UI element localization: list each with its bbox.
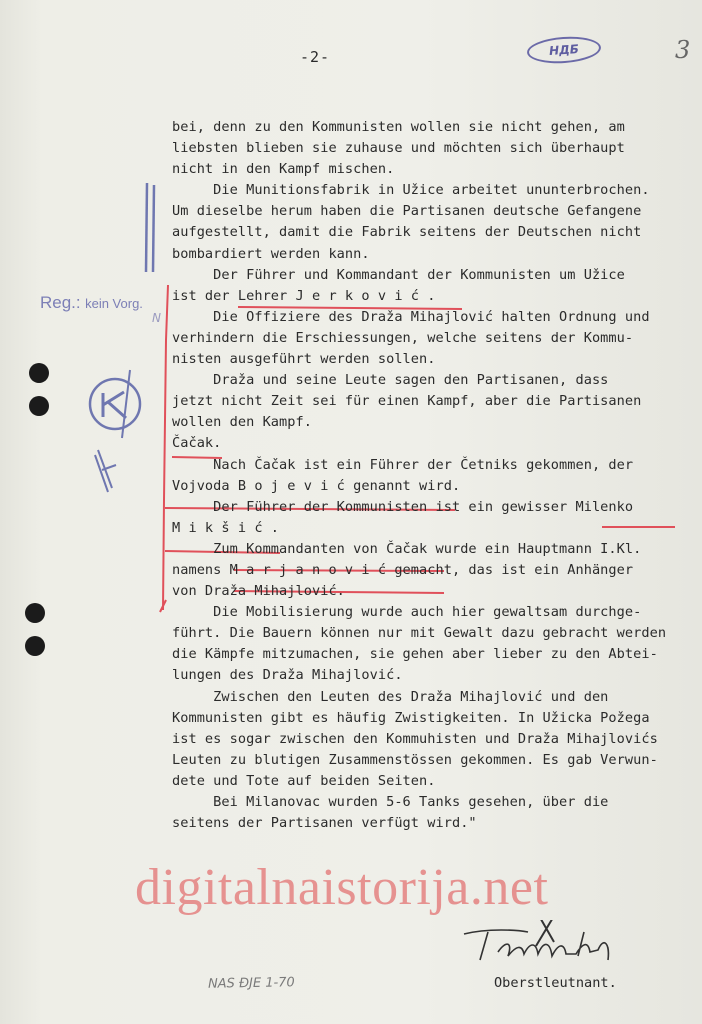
body-line: nicht in den Kampf mischen. [172, 161, 395, 178]
blue-margin-line [153, 185, 154, 272]
body-line: ist es sogar zwischen den Kommuhisten und Draža Mihajlovićs [172, 730, 658, 747]
body-line: Leuten zu blutigen Zusammenstössen gekommen. Es gab Verwun- [172, 751, 658, 768]
corner-page-number: 3 [675, 36, 691, 64]
blue-pencil-scribble [95, 450, 116, 492]
body-line: Um dieselbe herum haben die Partisanen deutsche Gefangene [172, 203, 642, 220]
body-line: von Draža Mihajlović. [172, 583, 345, 600]
pencil-n-mark: N [152, 311, 161, 325]
body-line: M i k š i ć . [172, 519, 280, 536]
section-heading: Čačak. [172, 435, 222, 452]
body-line: Der Führer und Kommandant der Kommunisten um Užice [172, 266, 625, 283]
body-line: Bei Milanovac wurden 5-6 Tanks gesehen, über die [172, 794, 609, 810]
registry-label: Reg.: [40, 293, 81, 312]
circled-k-stamp [90, 370, 140, 438]
body-line: lungen des Draža Mihajlović. [172, 667, 403, 684]
body-line: Die Mobilisierung wurde auch hier gewaltsam durchge- [172, 604, 642, 621]
body-line: ist der Lehrer J e r k o v i ć . [172, 287, 436, 304]
body-line: verhindern die Erschiessungen, welche seitens der Kommu- [172, 329, 634, 346]
body-line: nisten ausgeführt werden sollen. [172, 351, 436, 368]
body-line: dete und Tote auf beiden Seiten. [172, 772, 436, 789]
body-line: Nach Čačak ist ein Führer der Četniks gekommen, der [172, 456, 634, 473]
body-line: Die Munitionsfabrik in Užice arbeitet ununterbrochen. [172, 182, 650, 199]
oval-stamp: НДБ [526, 34, 602, 65]
red-margin-line [163, 285, 168, 610]
body-line: Zwischen den Leuten des Draža Mihajlović und den [172, 688, 609, 705]
body-line: Die Offiziere des Draža Mihajlović halten Ordnung und [172, 308, 650, 325]
page-number: -2- [300, 48, 331, 66]
body-line: Vojvoda B o j e v i ć genannt wird. [172, 477, 461, 494]
archive-number: NAS ĐJE 1-70 [207, 975, 295, 992]
body-line: namens M a r j a n o v i ć gemacht, das ist ein Anhänger [172, 561, 634, 578]
body-line: aufgestellt, damit die Fabrik seitens der Deutschen nicht [172, 224, 642, 241]
document-body [172, 117, 702, 834]
body-line: jetzt nicht Zeit sei für einen Kampf, aber die Partisanen [172, 393, 642, 410]
body-line: Zum Kommandanten von Čačak wurde ein Hauptmann I.Kl. [172, 540, 642, 557]
body-line: wollen den Kampf. [172, 414, 312, 431]
body-line: Der Führer der Kommunisten ist ein gewisser Milenko [172, 498, 634, 515]
signatory-rank: Oberstleutnant. [494, 975, 617, 991]
body-line: bei, denn zu den Kommunisten wollen sie nicht gehen, am [172, 119, 625, 135]
body-line: seitens der Partisanen verfügt wird." [172, 815, 477, 832]
initial-mark [536, 920, 554, 946]
body-line: bombardiert werden kann. [172, 245, 370, 262]
watermark: digitalnaistorija.net [135, 859, 549, 916]
body-line: Draža und seine Leute sagen den Partisanen, dass [172, 372, 609, 389]
body-line: die Kämpfe mitzumachen, sie gehen aber lieber zu den Abtei- [172, 646, 658, 663]
body-line: Kommunisten gibt es häufig Zwistigkeiten. In Užicka Požega [172, 709, 650, 726]
body-line: liebsten blieben sie zuhause und möchten sich überhaupt [172, 140, 625, 157]
handwritten-signature [458, 920, 628, 970]
blue-margin-line [146, 183, 147, 272]
body-line: führt. Die Bauern können nur mit Gewalt dazu gebracht werden [172, 625, 667, 642]
registry-note: kein Vorg. [85, 296, 143, 311]
